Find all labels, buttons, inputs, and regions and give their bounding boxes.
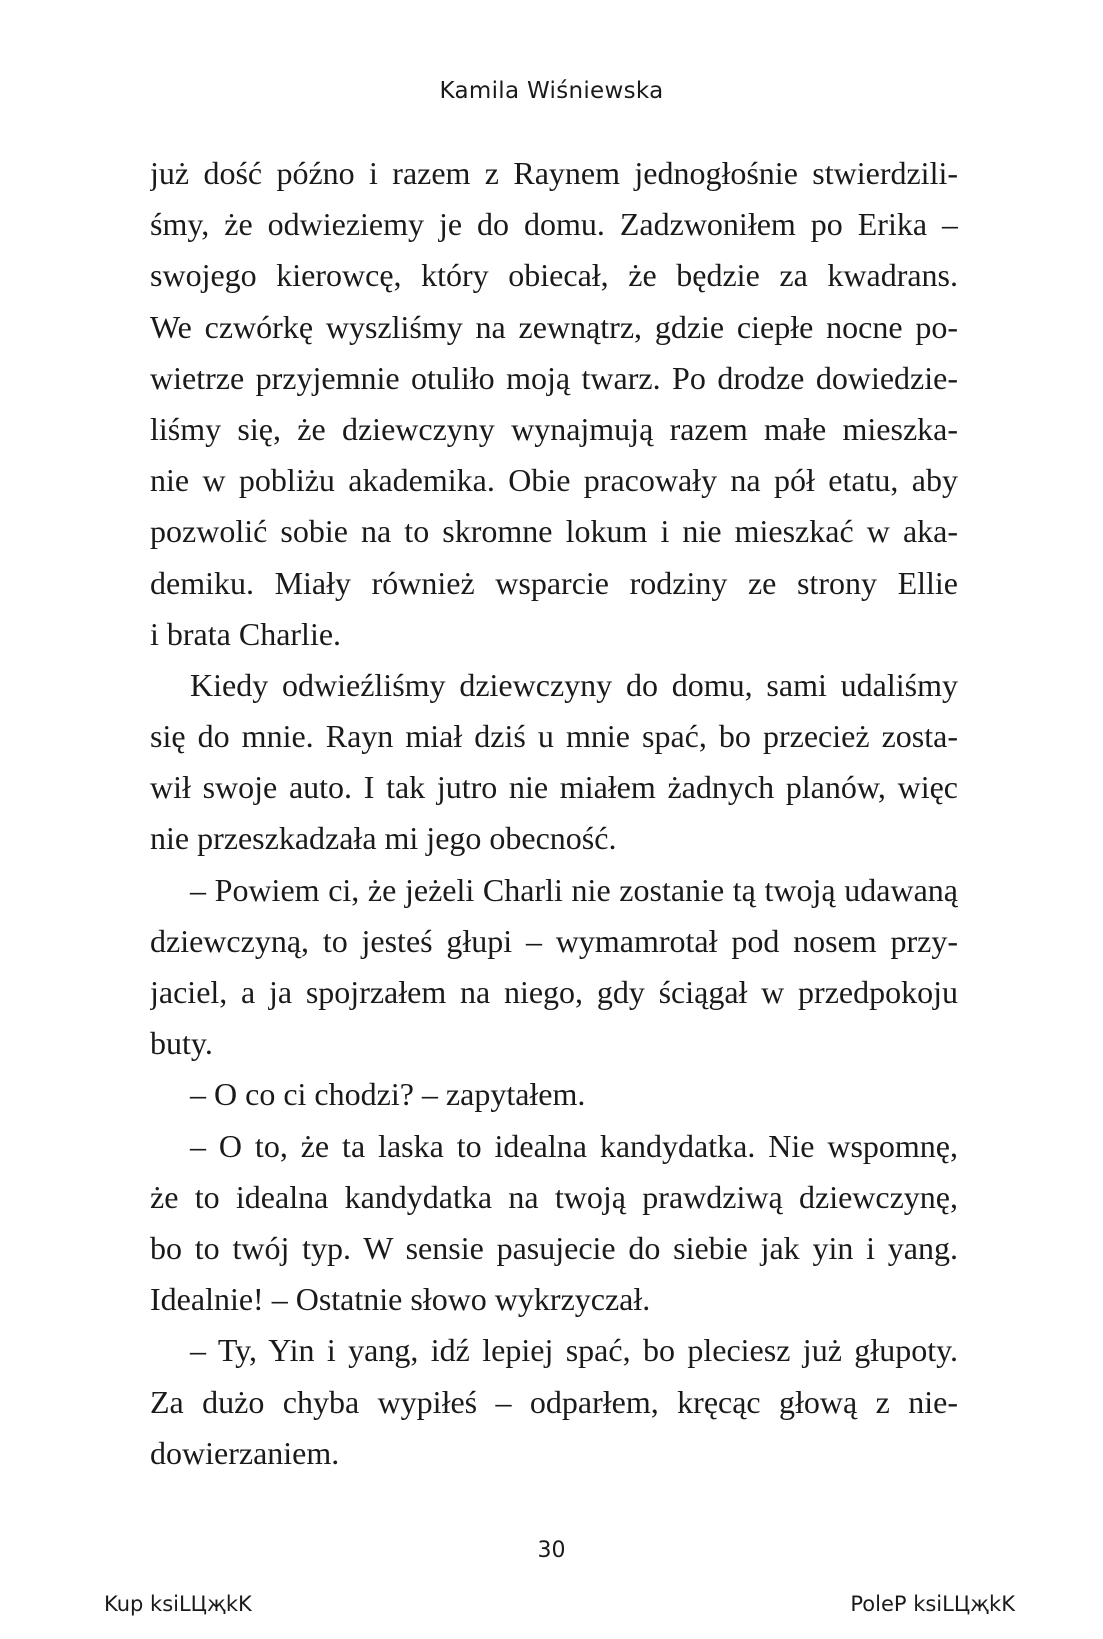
text-line: Idealnie! – Ostatnie słowo wykrzyczał. [150,1281,651,1318]
text-line: swojego kierowcę, który obiecał, że będzie za kwadrans. [150,257,958,294]
text-line: Kiedy odwieźliśmy dziewczyny do domu, sami udaliśmy [190,666,958,703]
page-number: 30 [537,1538,566,1563]
running-header-author: Kamila Wiśniewska [439,78,664,104]
body-text [150,148,958,1479]
text-line: nie przeszkadzała mi jego obecność. [150,820,617,857]
text-line: już dość późno i razem z Raynem jednogłośnie stwierdzili- [150,155,958,191]
text-line: i brata Charlie. [150,615,342,652]
text-line: demiku. Miały również wsparcie rodziny ze strony Ellie [150,564,958,601]
text-line: nie w pobliżu akademika. Obie pracowały na pół etatu, aby [150,462,958,499]
text-line: – O co ci chodzi? – zapytałem. [190,1076,586,1113]
text-line: buty. [150,1025,213,1062]
text-line: Za dużo chyba wypiłeś – odparłem, kręcąc głową z nie- [150,1383,958,1420]
text-line: pozwolić sobie na to skromne lokum i nie mieszkać w aka- [150,513,958,550]
text-line: – O to, że ta laska to idealna kandydatka. Nie wspomnę, [190,1127,958,1164]
text-line: wietrze przyjemnie otuliło moją twarz. Po drodze dowiedzie- [150,359,958,396]
footer-recommend-book-link[interactable]: PoleP ksiLЦҗkK [850,1592,1015,1616]
text-line: się do mnie. Rayn miał dziś u mnie spać, bo przecież zosta- [150,718,958,755]
text-line: We czwórkę wyszliśmy na zewnątrz, gdzie ciepłe nocne po- [150,308,958,345]
text-line: że to idealna kandydatka na twoją prawdziwą dziewczynę, [150,1178,958,1215]
footer-buy-book-link[interactable]: Kup ksiLЦҗkK [104,1592,252,1616]
text-line: liśmy się, że dziewczyny wynajmują razem małe mieszka- [150,410,958,447]
text-line: dziewczyną, to jesteś głupi – wymamrotał pod nosem przy- [150,922,958,959]
text-line: śmy, że odwieziemy je do domu. Zadzwoniłem po Erika – [150,206,958,243]
text-line: bo to twój typ. W sensie pasujecie do siebie jak yin i yang. [150,1229,958,1266]
text-line: – Powiem ci, że jeżeli Charli nie zostanie tą twoją udawaną [190,871,958,908]
text-line: wił swoje auto. I tak jutro nie miałem żadnych planów, więc [150,769,958,806]
text-line: jaciel, a ja spojrzałem na niego, gdy ściągał w przedpokoju [150,974,958,1010]
text-line: dowierzaniem. [150,1434,340,1471]
text-line: – Ty, Yin i yang, idź lepiej spać, bo pleciesz już głupoty. [190,1332,958,1369]
